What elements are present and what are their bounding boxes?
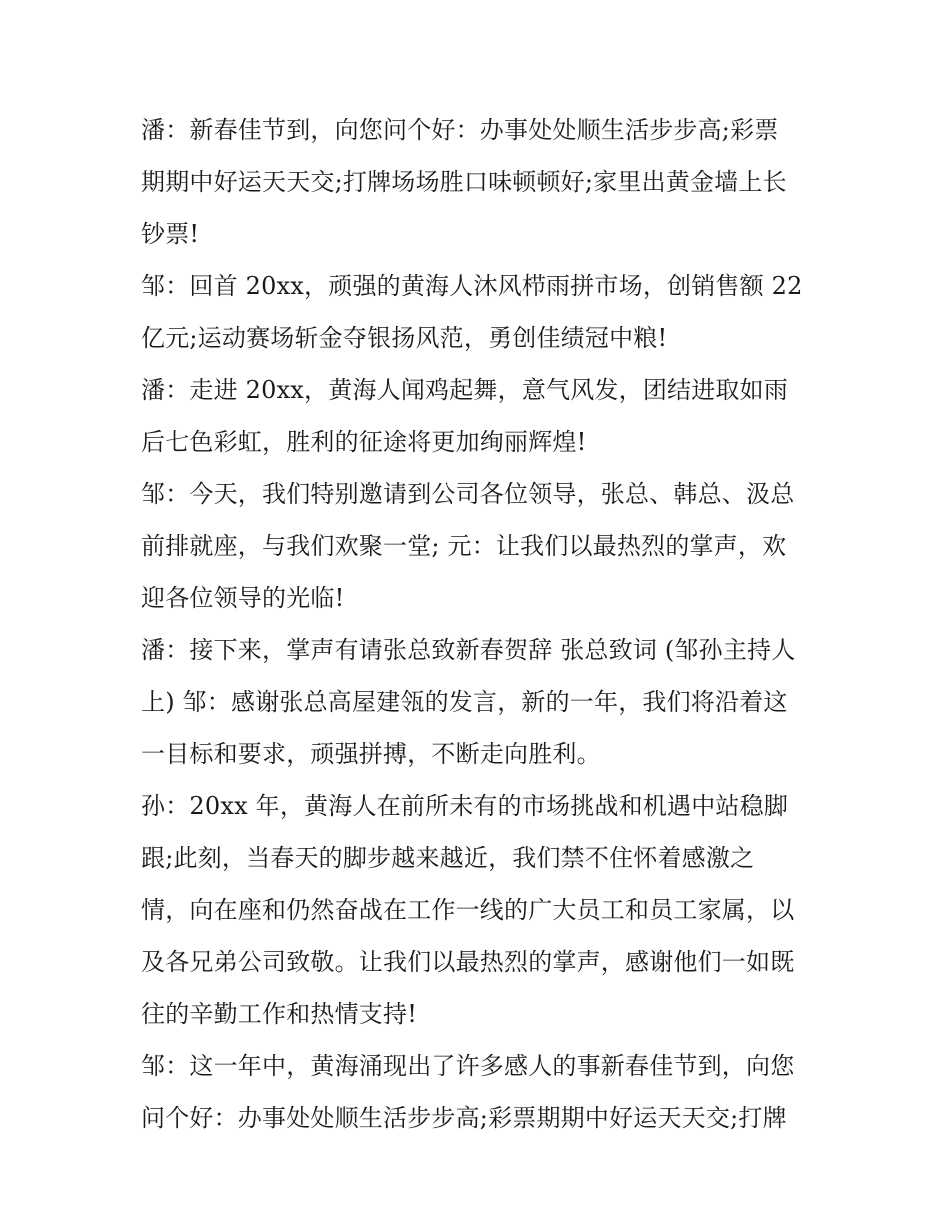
text-line: 一目标和要求，顽强拼搏，不断走向胜利。 (141, 740, 601, 768)
text-line: 钞票! (141, 220, 200, 248)
text-line: 往的辛勤工作和热情支持! (141, 1000, 418, 1028)
text-line: 上) 邹：感谢张总高屋建瓴的发言，新的一年，我们将沿着这 (141, 688, 788, 716)
text-line: 期期中好运天天交;打牌场场胜口味顿顿好;家里出黄金墙上长 (141, 168, 787, 196)
text-line: 邹：今天，我们特别邀请到公司各位领导，张总、韩总、汲总 (141, 480, 795, 508)
text-line: 潘：走进 20xx，黄海人闻鸡起舞，意气风发，团结进取如雨 (141, 376, 789, 404)
text-line: 情，向在座和仍然奋战在工作一线的广大员工和员工家属，以 (141, 896, 795, 924)
text-line: 前排就座，与我们欢聚一堂; 元：让我们以最热烈的掌声，欢 (141, 532, 787, 560)
text-line: 亿元;运动赛场斩金夺银扬风范，勇创佳绩冠中粮! (141, 324, 668, 352)
text-line: 孙：20xx 年，黄海人在前所未有的市场挑战和机遇中站稳脚 (141, 792, 789, 820)
text-line: 迎各位领导的光临! (141, 584, 345, 612)
text-line: 后七色彩虹，胜利的征途将更加绚丽辉煌! (141, 428, 587, 456)
text-line: 及各兄弟公司致敬。让我们以最热烈的掌声，感谢他们一如既 (141, 948, 795, 976)
text-line: 邹：这一年中，黄海涌现出了许多感人的事新春佳节到，向您 (141, 1052, 795, 1080)
text-line: 潘：新春佳节到，向您问个好：办事处处顺生活步步高;彩票 (141, 116, 779, 144)
text-line: 跟;此刻，当春天的脚步越来越近，我们禁不住怀着感激之 (141, 844, 755, 872)
text-line: 潘：接下来，掌声有请张总致新春贺辞 张总致词 (邹孙主持人 (141, 636, 796, 664)
text-line: 邹：回首 20xx，顽强的黄海人沐风栉雨拼市场，创销售额 22 (141, 272, 803, 300)
text-line: 问个好：办事处处顺生活步步高;彩票期期中好运天天交;打牌 (141, 1104, 787, 1132)
